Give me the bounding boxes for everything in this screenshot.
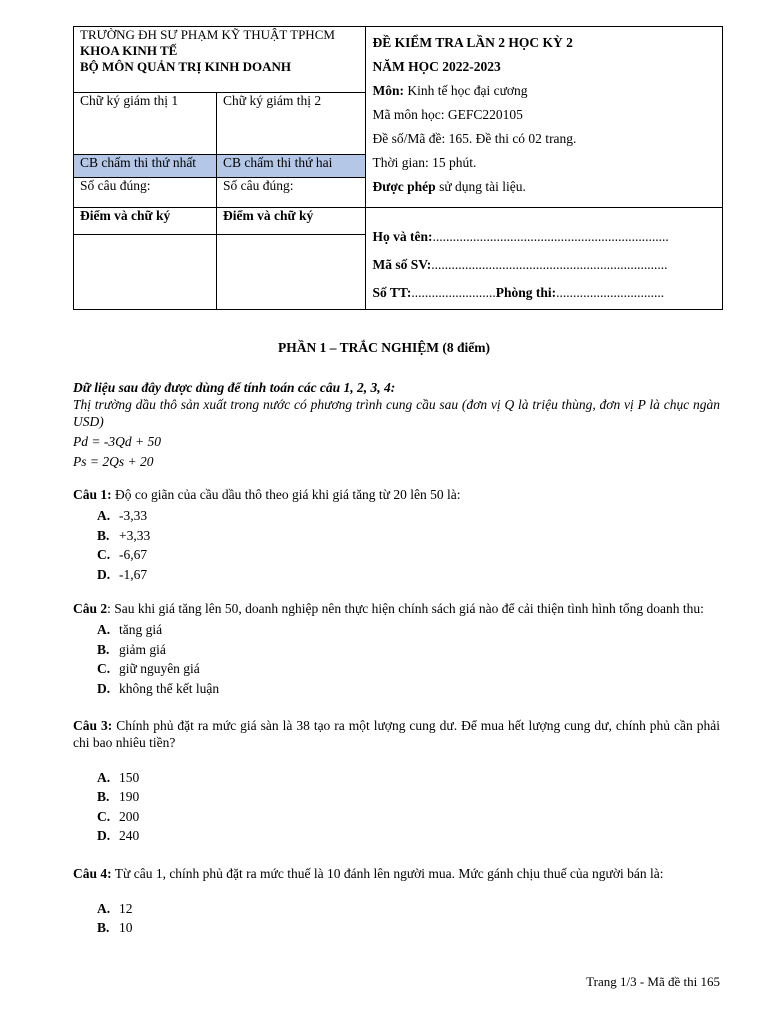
subject-value: Kinh tế học đại cương	[403, 83, 528, 98]
exam-header-table	[73, 26, 723, 310]
grader2-label: CB chấm thi thứ hai	[217, 155, 366, 177]
allowed-value: sử dụng tài liệu.	[435, 179, 526, 194]
q3-option-a[interactable]: A. 150	[97, 769, 140, 785]
seq-label: Số TT:	[372, 285, 412, 300]
q2-option-b[interactable]: B. giảm giá	[97, 641, 166, 657]
seat-room-line	[372, 279, 716, 307]
question-3-text: Chính phủ đặt ra mức giá sàn là 38 tạo ra một lượng cung dư. Để mua hết lượng cung dư, chính phủ cần phải chi bao nhiêu tiền?	[73, 718, 720, 750]
school-name: TRƯỜNG ĐH SƯ PHẠM KỸ THUẬT TPHCM	[80, 27, 335, 42]
q4-option-a[interactable]: A. 12	[97, 900, 133, 916]
invigilator2-signature: Chữ ký giám thị 2	[217, 92, 366, 155]
exam-info-cell	[366, 27, 723, 208]
subject-label: Môn:	[372, 83, 404, 98]
question-4-label: Câu 4:	[73, 865, 112, 881]
q1-option-b[interactable]: B. +3,33	[97, 527, 151, 543]
student-id-label: Mã số SV:	[372, 257, 432, 272]
subject-line	[372, 79, 716, 103]
q2-option-a[interactable]: A. tăng giá	[97, 622, 163, 638]
question-3-options	[97, 768, 720, 846]
exam-time: Thời gian: 15 phút.	[372, 155, 477, 170]
department-name: BỘ MÔN QUẢN TRỊ KINH DOANH	[80, 59, 292, 74]
question-2-options	[97, 620, 720, 698]
question-1	[73, 487, 720, 504]
q2-option-d[interactable]: D. không thể kết luận	[97, 680, 220, 696]
score-box-2	[217, 235, 366, 310]
question-1-label: Câu 1:	[73, 487, 112, 503]
question-2-text: : Sau khi giá tăng lên 50, doanh nghiệp nên thực hiện chính sách giá nào để cải thiện tình hình tổng doanh thu:	[107, 601, 704, 617]
question-1-options	[97, 506, 720, 584]
student-name-label: Họ và tên:	[372, 229, 433, 244]
score-signature-1: Điểm và chữ ký	[74, 207, 217, 234]
q3-option-b[interactable]: B. 190	[97, 789, 140, 805]
q1-option-c[interactable]: C. -6,67	[97, 547, 148, 563]
q4-option-b[interactable]: B. 10	[97, 920, 133, 936]
exam-content	[73, 380, 720, 938]
exam-code: Đề số/Mã đề: 165. Đề thi có 02 trang.	[372, 131, 577, 146]
room-label: Phòng thi:	[495, 285, 557, 300]
q3-option-d[interactable]: D. 240	[97, 828, 140, 844]
q2-option-c[interactable]: C. giữ nguyên giá	[97, 661, 200, 677]
score-box-1	[74, 235, 217, 310]
school-info-cell	[74, 27, 366, 93]
demand-equation: Pd = -3Qd + 50	[73, 433, 161, 449]
intro-heading: Dữ liệu sau đây được dùng để tính toán các câu 1, 2, 3, 4:	[73, 380, 396, 395]
question-2	[73, 601, 720, 618]
q1-option-a[interactable]: A. -3,33	[97, 508, 148, 524]
grader1-label: CB chấm thi thứ nhất	[74, 155, 217, 177]
course-code: Mã môn học: GEFC220105	[372, 107, 523, 122]
invigilator1-signature: Chữ ký giám thị 1	[74, 92, 217, 155]
room-field[interactable]: ................................	[556, 285, 665, 300]
q3-option-c[interactable]: C. 200	[97, 808, 140, 824]
question-2-label: Câu 2	[73, 601, 108, 617]
exam-title: ĐỀ KIỂM TRA LẦN 2 HỌC KỲ 2	[372, 35, 573, 50]
student-name-line	[372, 223, 716, 251]
question-3-label: Câu 3:	[73, 718, 113, 734]
question-3	[73, 718, 720, 752]
question-4	[73, 866, 720, 883]
allowed-line	[372, 175, 716, 199]
allowed-label: Được phép	[372, 179, 436, 194]
question-4-options	[97, 899, 720, 938]
intro-text: Thị trường dầu thô sản xuất trong nước có phương trình cung cầu sau (đơn vị Q là triệu thùng, đơn vị P là chục ngàn USD)	[73, 396, 720, 429]
supply-equation: Ps = 2Qs + 20	[73, 453, 154, 469]
seq-field[interactable]: .........................	[411, 285, 496, 300]
section-title: PHẦN 1 – TRẮC NGHIỆM (8 điểm)	[278, 340, 490, 355]
correct-count-2: Số câu đúng:	[217, 177, 366, 207]
correct-count-1: Số câu đúng:	[74, 177, 217, 207]
student-name-field[interactable]: ......................................................................	[432, 229, 669, 244]
student-id-field[interactable]: ......................................................................	[431, 257, 668, 272]
question-4-text: Từ câu 1, chính phủ đặt ra mức thuế là 10 đánh lên người mua. Mức gánh chịu thuế của người bán là:	[111, 865, 664, 881]
question-1-text: Độ co giãn của cầu dầu thô theo giá khi giá tăng từ 20 lên 50 là:	[111, 487, 461, 503]
student-id-line	[372, 251, 716, 279]
student-info-cell	[366, 207, 723, 309]
school-year: NĂM HỌC 2022-2023	[372, 59, 501, 74]
faculty-name: KHOA KINH TẾ	[80, 43, 178, 58]
score-signature-2: Điểm và chữ ký	[217, 207, 366, 234]
q1-option-d[interactable]: D. -1,67	[97, 566, 148, 582]
page-footer: Trang 1/3 - Mã đề thi 165	[586, 974, 720, 989]
